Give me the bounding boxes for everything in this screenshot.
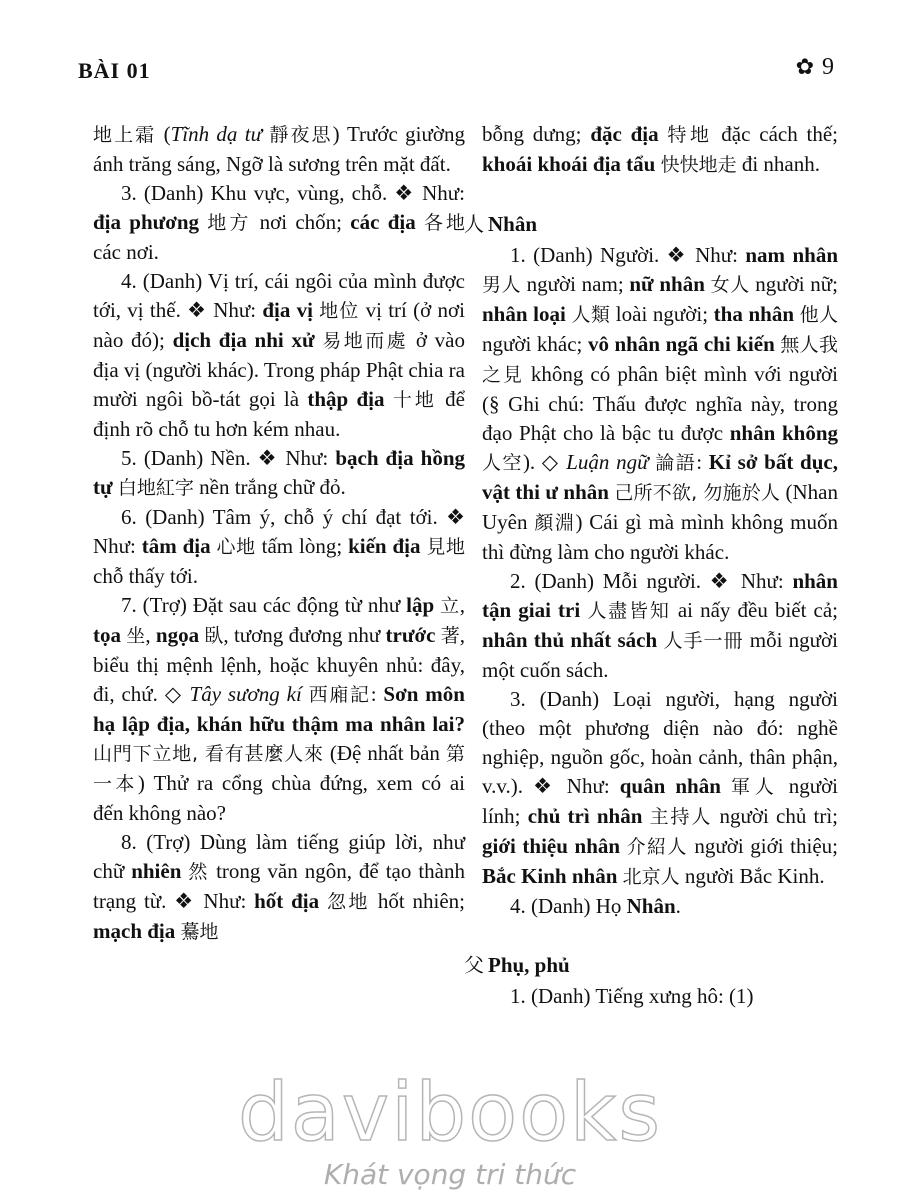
body-text [620, 834, 627, 858]
body-text: người Bắc Kinh. [679, 864, 825, 888]
chinese-text: 見地 [426, 536, 465, 558]
body-text: 3. (Danh) Loại người, hạng người (theo một phương diện nào đó: nghề nghiệp, nguồn gốc, hoàn cảnh, thân phận, v.v.). ❖ Như: [482, 687, 838, 798]
body-text: hốt nhiên; [370, 889, 466, 913]
body-text: . [675, 894, 681, 918]
body-text: ) Cái gì mà mình không muốn thì đừng làm cho người khác. [482, 510, 838, 564]
chinese-text: 然 [188, 861, 210, 883]
spacer [482, 180, 838, 196]
body-text: , tương đương như [223, 623, 386, 647]
chinese-text: 地位 [319, 300, 360, 322]
chinese-text: 己所不欲, 勿施於人 [614, 482, 781, 504]
chinese-text: 驀地 [180, 921, 219, 943]
body-text: tấm lòng; [255, 534, 349, 558]
body-text: , biểu thị mệnh lệnh, hoặc khuyên nhủ: đây, đi, chứ. ◇ [93, 623, 465, 706]
definition-paragraph [482, 567, 838, 685]
chinese-text: 人盡皆知 [587, 600, 671, 622]
source-title: Tây sương kí [189, 682, 302, 706]
definition-paragraph [93, 503, 465, 591]
definition-paragraph [93, 120, 465, 179]
chinese-text: 軍人 [730, 776, 779, 798]
body-text [721, 774, 731, 798]
chinese-text: 各地 [424, 212, 466, 234]
body-text: ) Trước giường ánh trăng sáng, Ngỡ là sương trên mặt đất. [93, 122, 465, 176]
definition-paragraph [482, 982, 838, 1011]
chinese-text: 人類 [571, 304, 611, 326]
chinese-text: 立 [440, 595, 460, 617]
body-text: 3. (Danh) Khu vực, vùng, chỗ. ❖ Như: [121, 181, 465, 205]
definition-paragraph [93, 591, 465, 828]
chinese-text: 臥 [204, 625, 224, 647]
chinese-text: 心地 [216, 536, 256, 558]
body-text: người khác; [482, 332, 588, 356]
definition-paragraph [93, 444, 465, 503]
body-text: người lính; [482, 774, 839, 828]
definition-paragraph [482, 241, 838, 567]
body-text: chỗ thấy tới. [93, 564, 198, 588]
body-text: người nữ; [749, 272, 838, 296]
bold-term: Kỉ sở bất dục, vật thi ư nhân [482, 450, 838, 504]
bold-term: tâm địa [141, 534, 211, 558]
bold-term: nhân tận giai tri [482, 569, 838, 622]
bold-term: Nhân [626, 894, 676, 918]
bold-term: địa vị [262, 298, 313, 322]
body-text: ( [156, 122, 171, 146]
bold-term: nam nhân [745, 243, 838, 267]
bold-term: trước [385, 623, 436, 647]
bold-term: Sơn môn hạ lập địa, khán hữu thậm ma nhân lai? [93, 682, 465, 736]
body-text: 7. (Trợ) Đặt sau các động từ như [121, 593, 407, 617]
chinese-text: 忽地 [326, 891, 371, 913]
chinese-text: 特地 [667, 124, 713, 146]
chinese-text: 顏淵 [534, 512, 576, 534]
bold-term: thập địa [307, 387, 385, 411]
bold-term: quân nhân [619, 774, 721, 798]
bold-term: nhân loại [482, 302, 566, 326]
spacer [482, 921, 838, 937]
body-text: người giới thiệu; [687, 834, 838, 858]
flower-ornament-icon: ✿ [795, 54, 814, 79]
body-text: người chủ trì; [712, 804, 838, 828]
body-text: : [370, 682, 384, 706]
body-text: đặc cách thế; [712, 122, 838, 146]
watermark-tagline: Khát vọng tri thức [323, 1158, 577, 1191]
body-text: 4. (Danh) Vị trí, cái ngôi của mình được tới, vị thế. ❖ Như: [93, 269, 465, 322]
chinese-text: 西廂記 [308, 684, 371, 706]
body-text: nền trắng chữ đỏ. [193, 475, 346, 499]
body-text: 5. (Danh) Nền. ❖ Như: [121, 446, 336, 470]
bold-term: chủ trì nhân [527, 804, 643, 828]
bold-term: các địa [350, 210, 416, 234]
body-text: , [145, 623, 156, 647]
body-text: vị trí (ở nơi nào đó); [93, 298, 465, 352]
body-text: bỗng dưng; [482, 122, 591, 146]
body-text: 1. (Danh) Người. ❖ Như: [510, 243, 746, 267]
bold-term: giới thiệu nhân [482, 834, 621, 858]
chinese-text: 主持人 [649, 806, 713, 828]
right-text-column [464, 120, 839, 1011]
body-text: 4. (Danh) Họ [510, 894, 627, 918]
body-text [302, 682, 309, 706]
body-text: ở vào địa vị (người khác). Trong pháp Phật chia ra mười ngôi bồ-tát gọi là [93, 328, 465, 411]
watermark-brand: davibooks [237, 1066, 663, 1159]
chinese-text: 第一本 [93, 743, 465, 795]
source-title: Tĩnh dạ tư [170, 122, 263, 146]
chinese-text: 易地而處 [322, 330, 409, 352]
body-text: 8. (Trợ) Dùng làm tiếng giúp lời, như chữ [93, 830, 465, 883]
bold-term: bạch địa hồng tự [93, 446, 465, 499]
chinese-text: 北京人 [622, 866, 680, 888]
entry-heading [464, 210, 838, 239]
bold-term: mạch địa [93, 919, 176, 943]
body-text: loài người; [610, 302, 714, 326]
bold-term: ngọa [155, 623, 200, 647]
chinese-text: 女人 [710, 274, 750, 296]
bold-term: hốt địa [254, 889, 320, 913]
body-text: mỗi người một cuốn sách. [482, 628, 838, 682]
definition-paragraph [482, 892, 838, 921]
body-text: để định rõ chỗ tu hơn kém nhau. [93, 387, 465, 441]
body-text: 1. (Danh) Tiếng xưng hô: (1) [510, 984, 754, 1008]
bold-term: nhân thủ nhất sách [482, 628, 658, 652]
chinese-text: 人空 [482, 452, 523, 474]
body-text [385, 387, 393, 411]
chinese-text: 坐 [126, 625, 146, 647]
bold-term: tha nhân [713, 302, 794, 326]
body-text: không có phân biệt mình với người (§ Ghi chú: Thấu được nghĩa này, trong đạo Phật cho là bậc tu được [482, 362, 838, 445]
chinese-text: 白地紅字 [117, 477, 194, 499]
body-text: 2. (Danh) Mỗi người. ❖ Như: [510, 569, 793, 593]
body-text: ai nấy đều biết cả; [670, 598, 839, 622]
definition-paragraph [482, 120, 838, 180]
definition-paragraph [482, 685, 838, 892]
page-number-block [796, 54, 834, 81]
definition-paragraph [93, 179, 465, 267]
body-text: 6. (Danh) Tâm ý, chỗ ý chí đạt tới. ❖ Như: [93, 505, 465, 558]
source-title: Luận ngữ [566, 450, 649, 474]
bold-term: khoái khoái địa tẩu [482, 152, 656, 176]
bold-term: vô nhân ngã chi kiến [587, 332, 775, 356]
body-text: ) Thử ra cổng chùa đứng, xem có ai đến không nào? [93, 771, 465, 825]
bold-term: dịch địa nhi xử [172, 328, 315, 352]
chinese-text: 地上霜 [93, 124, 157, 146]
chinese-text: 介紹人 [626, 836, 688, 858]
body-text: trong văn ngôn, để tạo thành trạng từ. ❖ Như: [93, 859, 466, 913]
bold-term: tọa [93, 623, 121, 647]
definition-paragraph [93, 267, 465, 444]
entry-character: 父 [464, 953, 484, 977]
bold-term: Bắc Kinh nhân [482, 864, 618, 888]
definition-paragraph [93, 828, 465, 947]
body-text: , [459, 593, 465, 617]
page-number: 9 [822, 54, 834, 80]
chinese-text: 論語 [655, 452, 697, 474]
entry-character: 人 [464, 212, 484, 236]
bold-term: nhân không [729, 421, 838, 445]
left-text-column [93, 120, 465, 947]
bold-term: lập [406, 593, 435, 617]
chinese-text: 他人 [799, 304, 838, 326]
lesson-header: BÀI 01 [78, 58, 151, 83]
chinese-text: 十地 [392, 389, 437, 411]
bold-term: đặc địa [590, 122, 659, 146]
bold-term: kiến địa [348, 534, 421, 558]
entry-reading: Nhân [488, 212, 538, 236]
chinese-text: 無人我之見 [482, 334, 838, 386]
body-text [642, 804, 649, 828]
body-text: các nơi. [93, 240, 159, 264]
bold-term: địa phương [93, 210, 200, 234]
body-text: ). ◇ [522, 450, 567, 474]
chinese-text: 男人 [482, 274, 521, 296]
body-text: (Đệ nhất bản [323, 741, 446, 765]
chinese-text: 人手一冊 [663, 630, 744, 652]
bold-term: nữ nhân [629, 272, 705, 296]
body-text: (Nhan Uyên [482, 480, 839, 534]
body-text [416, 210, 424, 234]
body-text: đi nhanh. [736, 152, 820, 176]
entry-reading: Phụ, phủ [488, 953, 570, 977]
body-text: người nam; [520, 272, 630, 296]
chinese-text: 山門下立地, 看有甚麼人來 [93, 743, 324, 765]
entry-heading [464, 951, 838, 980]
chinese-text: 地方 [207, 212, 252, 234]
body-text: nơi chốn; [251, 210, 351, 234]
body-text: : [696, 450, 709, 474]
chinese-text: 著 [440, 625, 460, 647]
bold-term: nhiên [131, 859, 182, 883]
chinese-text: 靜夜思 [269, 124, 333, 146]
chinese-text: 快快地走 [660, 154, 737, 176]
body-text [319, 889, 327, 913]
